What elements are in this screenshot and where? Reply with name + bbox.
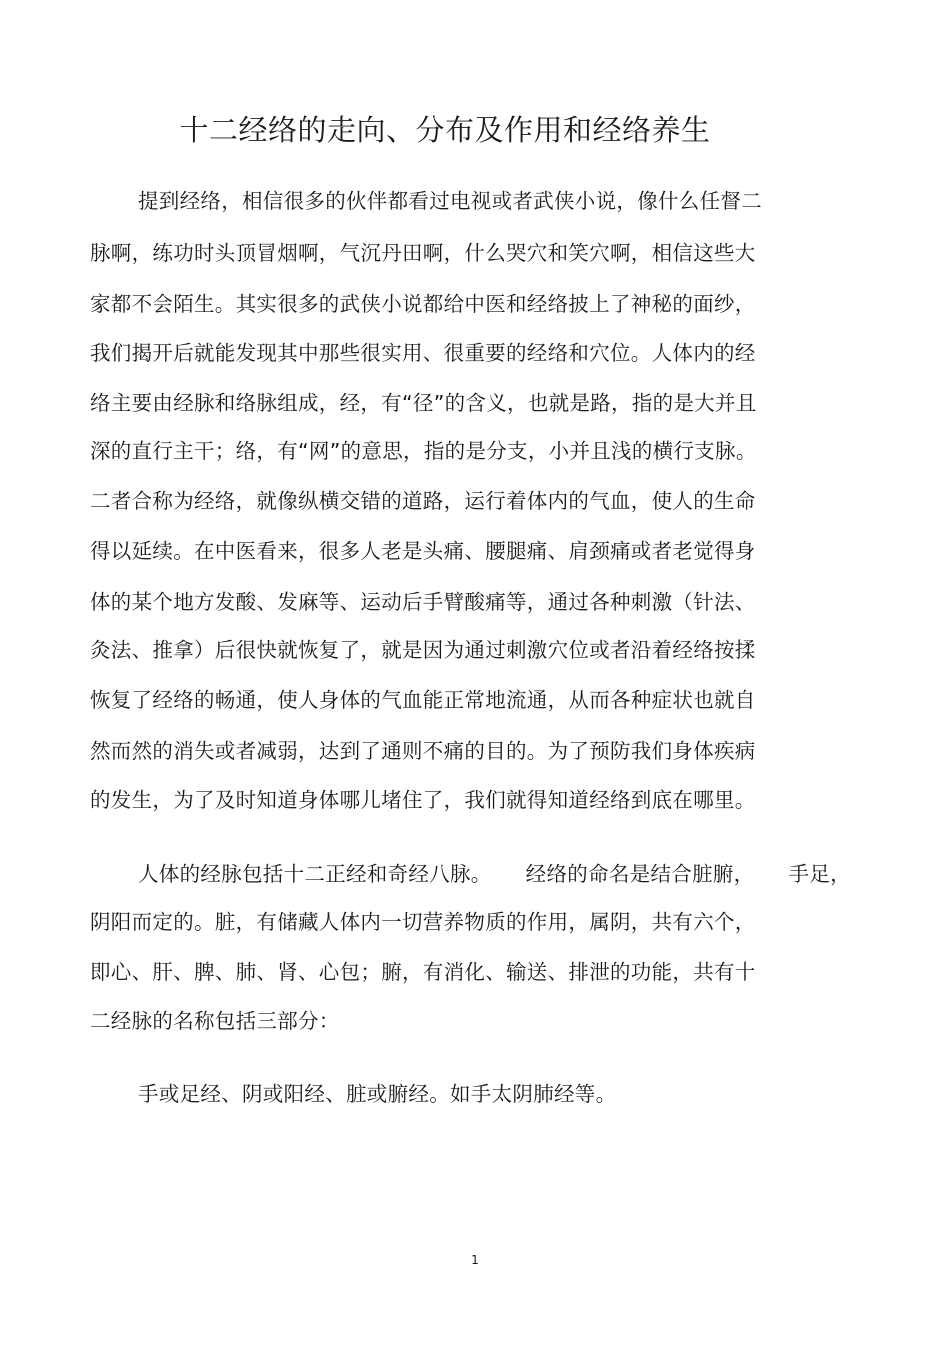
text-line: 家都不会陌生。其实很多的武侠小说都给中医和经络披上了神秘的面纱， bbox=[90, 292, 756, 316]
text-line: 人体的经脉包括十二正经和奇经八脉。 经络的命名是结合脏腑， 手足， bbox=[138, 862, 851, 886]
text-line: 恢复了经络的畅通，使人身体的气血能正常地流通，从而各种症状也就自 bbox=[90, 688, 756, 712]
text-line: 体的某个地方发酸、发麻等、运动后手臂酸痛等，通过各种刺激（针法、 bbox=[90, 590, 756, 614]
text-line: 深的直行主干；络，有“网”的意思，指的是分支，小并且浅的横行支脉。 bbox=[90, 439, 757, 463]
text-line: 得以延续。在中医看来，很多人老是头痛、腰腿痛、肩颈痛或者老觉得身 bbox=[90, 539, 756, 563]
text-line: 我们揭开后就能发现其中那些很实用、很重要的经络和穴位。人体内的经 bbox=[90, 341, 756, 365]
page-number: 1 bbox=[471, 1253, 479, 1267]
text-line: 然而然的消失或者减弱，达到了通则不痛的目的。为了预防我们身体疾病 bbox=[90, 739, 756, 763]
text-line: 的发生，为了及时知道身体哪儿堵住了，我们就得知道经络到底在哪里。 bbox=[90, 788, 756, 812]
text-line: 提到经络，相信很多的伙伴都看过电视或者武侠小说，像什么任督二 bbox=[138, 189, 762, 213]
text-line: 络主要由经脉和络脉组成，经，有“径”的含义，也就是路，指的是大并且 bbox=[90, 391, 757, 415]
text-line: 脉啊，练功时头顶冒烟啊，气沉丹田啊，什么哭穴和笑穴啊，相信这些大 bbox=[90, 241, 756, 265]
text-line: 阴阳而定的。脏，有储藏人体内一切营养物质的作用，属阴，共有六个， bbox=[90, 910, 756, 934]
text-line: 二经脉的名称包括三部分： bbox=[90, 1009, 340, 1033]
text-line: 手或足经、阴或阳经、脏或腑经。如手太阴肺经等。 bbox=[138, 1082, 617, 1106]
text-line: 二者合称为经络，就像纵横交错的道路，运行着体内的气血，使人的生命 bbox=[90, 489, 756, 513]
text-line: 即心、肝、脾、肺、肾、心包；腑，有消化、输送、排泄的功能，共有十 bbox=[90, 960, 756, 984]
text-line: 灸法、推拿）后很快就恢复了，就是因为通过刺激穴位或者沿着经络按揉 bbox=[90, 638, 756, 662]
document-title: 十二经络的走向、分布及作用和经络养生 bbox=[179, 113, 711, 147]
